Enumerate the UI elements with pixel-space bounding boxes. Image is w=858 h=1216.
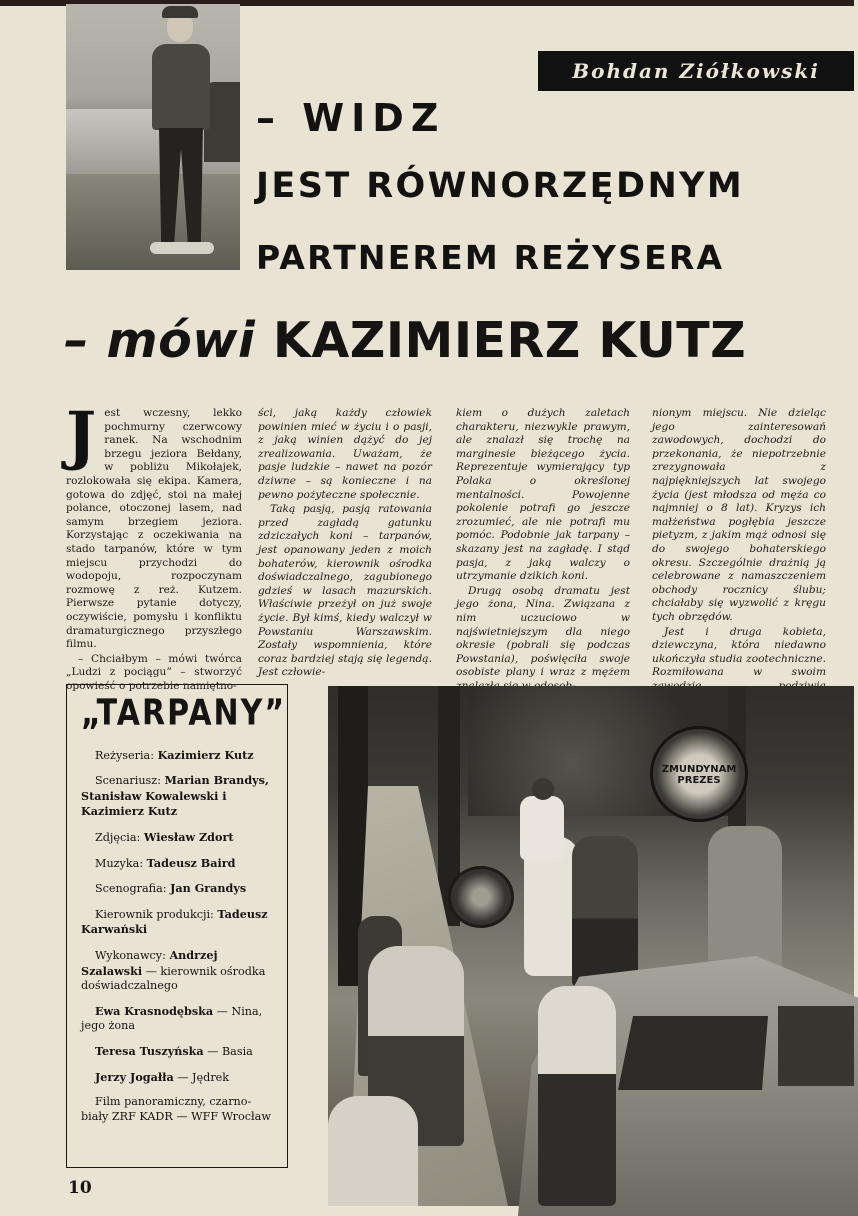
credit-row <box>81 748 275 764</box>
credit-role: Wykonawcy: <box>95 948 166 962</box>
page-number: 10 <box>68 1178 92 1198</box>
credit-role: Muzyka: <box>95 856 144 870</box>
credit-row <box>81 773 275 820</box>
credit-name: Andrzej Szalawski <box>81 947 218 978</box>
credit-row <box>81 948 275 994</box>
article-column-4 <box>652 407 826 679</box>
credit-role: Scenografia: <box>95 882 167 896</box>
credit-role: Scenariusz: <box>95 774 161 788</box>
headline-mowi: – mówi <box>64 312 256 369</box>
article-paragraph: Jest i druga kobieta, dziewczyna, która niedawno ukończyła studia zootechniczne. Rozmiłowana w swoim <box>652 625 826 679</box>
credit-row <box>81 1070 275 1086</box>
credit-name: Jerzy Jogałła <box>95 1069 174 1084</box>
photo-rider-head <box>532 778 554 800</box>
headline-line-1: – WIDZ <box>256 96 446 140</box>
credit-tail: — Jędrek <box>177 1070 230 1084</box>
article-paragraph: kiem o dużych zaletach charakteru, niezwykle prawym, ale znalazł się trochę na marginesie bieżącego życia. Reprezentuje wymierający typ Polaka o określonej mentalności. Powojenne pokolenie potrafi go jeszcze zrozumieć, ale nie potrafi mu pomóc. Podobnie jak tarpany – skazany jest na zagładę. I stąd pasja, z jaką walczy o utrzymanie dzikich koni. <box>456 407 630 583</box>
credit-tail: — Nina, jego żona <box>81 1004 263 1033</box>
headline-line-2: JEST RÓWNORZĘDNYM <box>256 166 745 206</box>
headline-line-4 <box>64 312 746 369</box>
article-column-2 <box>258 407 432 679</box>
credits-list <box>81 748 275 1125</box>
credit-row <box>81 856 275 872</box>
photo-car-window <box>618 1016 768 1090</box>
photo-spotlight <box>448 866 514 928</box>
article-paragraph: Drugą osobą dramatu jest jego żona, Nina. Związana z nim uczuciowo w najświetniejszym dla niego okresie (pobrali się podczas Powstania), poświęciła swoje osobiste plany i wraz z mężem <box>456 584 630 679</box>
portrait-photo <box>66 4 240 270</box>
photo-person <box>538 986 616 1206</box>
article-paragraph: nionym miejscu. Nie dzieląc jego zainteresowań zawodowych, dochodzi do przekonania, że niepotrzebnie zrezygnowała z najpiękniejszych lat swojego życia (jest młodsza od męża co najmniej o 8 lat). Kryzys ich małżeństwa pogłębia jeszcze pietyzm, z jakim mąż odnosi się do swojego bohaterskiego okresu. Szczególnie drażnią ją celebrowane z namaszczeniem obchody rocznicy ślubu; chciałaby się wyzwolić z kręgu tych obrzędów. <box>652 407 826 623</box>
film-set-photo <box>328 686 854 1206</box>
credit-name: Wiesław Zdort <box>143 829 234 844</box>
credits-box <box>66 684 288 1168</box>
credit-row <box>81 830 275 846</box>
headline-line-3: PARTNEREM REŻYSERA <box>256 238 725 277</box>
photo-man-torso <box>152 44 210 130</box>
credit-row <box>81 1095 275 1124</box>
photo-man-shoes <box>150 242 214 254</box>
article-paragraph: Taką pasją, pasją ratowania przed zagładą gatunku zdziczałych koni – tarpanów, jest opanowany jeden z moich bohaterów, kierownik ośrodka doświadczalnego, zagubionego gdzieś w lasach mazurskich. Właściwie przeżył on już swoje życie. Był kimś, kiedy walczył w Powstaniu Warszawskim. Zostały wspomnienia, które coraz bardziej stają się legendą. Jest człowie- <box>258 503 432 679</box>
photo-person <box>328 1096 418 1206</box>
photo-ground <box>66 174 240 270</box>
photo-car-window <box>778 1006 854 1086</box>
credit-name: Jan Grandys <box>170 881 247 896</box>
credit-row <box>81 1044 275 1060</box>
spotlight-label: ZMUNDYNAM PREZES <box>661 764 737 786</box>
credit-role: Kierownik produkcji: <box>95 907 214 921</box>
article-paragraph: – Chciałbym – mówi twórca „Ludzi z pociągu” – stworzyć opowieść o potrzebie namiętno- <box>66 652 242 692</box>
credit-row <box>81 907 275 938</box>
photo-person <box>572 836 638 986</box>
article-column-3 <box>456 407 630 679</box>
credit-role: Reżyseria: <box>95 748 154 762</box>
credit-row <box>81 1004 275 1034</box>
article-column-1 <box>66 398 242 692</box>
photo-person <box>708 826 782 976</box>
credit-tail: — kierownik ośrodka doświadczalnego <box>81 964 266 993</box>
photo-rider <box>520 796 564 860</box>
credit-name: Teresa Tuszyńska <box>95 1043 204 1058</box>
credit-name: Tadeusz Karwański <box>81 906 268 937</box>
credit-name: Marian Brandys, Stanisław Kowalewski i Kazimierz Kutz <box>81 773 269 819</box>
credit-role: Zdjęcia: <box>95 830 141 844</box>
credit-name: Tadeusz Baird <box>146 855 236 870</box>
drop-cap: J <box>66 398 97 473</box>
credit-tail: — Basia <box>207 1044 253 1058</box>
credit-name: Ewa Krasnodębska <box>95 1003 214 1018</box>
credits-title: „TARPANY” <box>81 692 287 735</box>
credit-name: Kazimierz Kutz <box>157 747 254 762</box>
photo-man-cap <box>162 6 198 18</box>
article-paragraph: ści, jaką każdy człowiek powinien mieć w życiu i o pasji, z jaką winien dążyć do jej zrealizowania. Uważam, że pasje ludzkie – nawet na pozór dziwne – są konieczne i na pewno pożyteczne społecznie. <box>258 407 432 501</box>
headline-name: KAZIMIERZ KUTZ <box>272 312 747 369</box>
article-paragraph: est wczesny, lekko pochmurny czerwcowy ranek. Na wschodnim brzegu jeziora Bełdany, w pobliżu Mikołajek, rozlokowała się ekipa. Kamera, gotowa do zdjęć, stoi na małej polance, otoczonej lasem, nad samym brzegiem jeziora. Korzystając z oczekiwania na stado tarpanów, które w tym miejscu przychodzi do wodopoju, rozpoczynam rozmowę z reż. Kutzem. Pierwsze pytanie dotyczy, oczywiście, pomysłu i konfliktu dramaturgicznego przyszłego filmu. <box>66 407 242 651</box>
credit-role: Film panoramiczny, czarno-biały ZRF KADR — WFF Wrocław <box>81 1095 271 1123</box>
credit-row <box>81 881 275 897</box>
author-banner: Bohdan Ziółkowski <box>538 51 854 91</box>
